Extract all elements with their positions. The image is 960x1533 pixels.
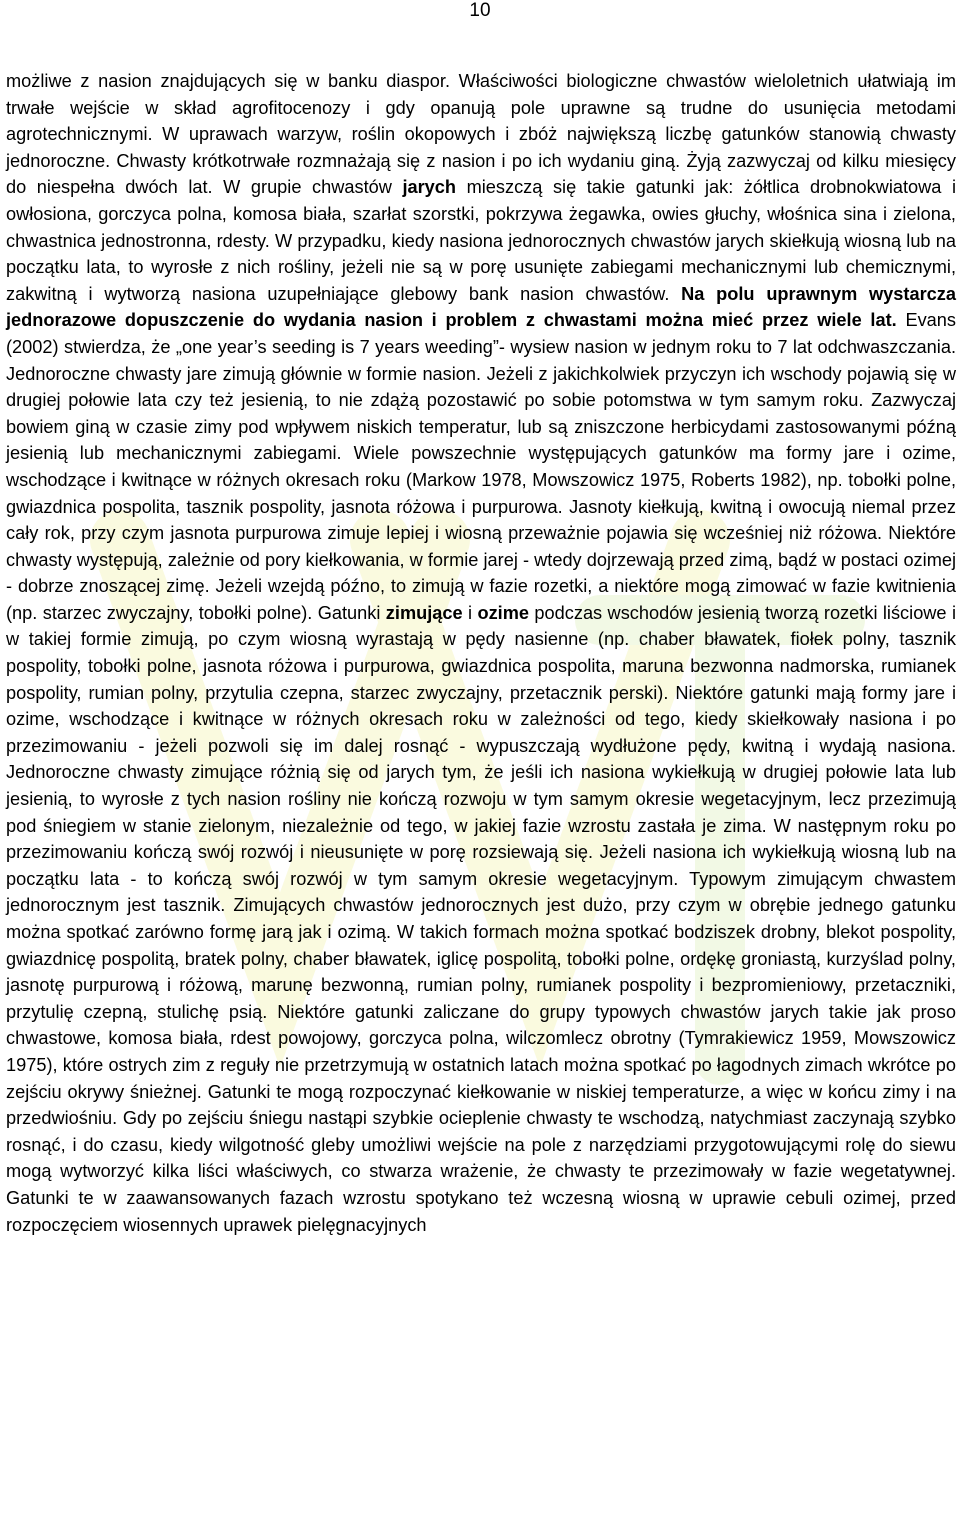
bold-term-zimujace: zimujące [385,602,463,623]
body-paragraph [6,68,956,1238]
text-segment: Evans (2002) stwierdza, że „one year’s seeding is 7 years weeding”- wysiew nasion w jednym roku to 7 lat odchwaszczania. Jednoroczne chwasty jare zimują głównie w formie nasion. Jeżeli z jakichkolwiek przyczyn ich wschody pojawią się w drugiej połowie lata czy też jesienią, to nie zdążą pozostawić po sobie potomstwa w tym samym roku. Zazwyczaj bowiem giną w czasie zimy pod wpływem niskich temperatur, lub są zniszczone herbicydami zastosowanymi późną jesienią lub mechanicznymi zabiegami. Wiele powszechnie występujących gatunków ma formy jare i ozime, wschodzące i kwitnące w różnych okresach roku (Markow 1978, Mowszowicz 1975, Roberts 1982), np. tobołki polne, gwiazdnica pospolita, tasznik pospolity, jasnota różowa i purpurowa. Jasnoty kiełkują, kwitną i owocują niemal przez cały rok, przy czym jasnota purpurowa zimuje lepiej i wiosną przeważnie pojawia się wcześniej niż różowa. Niektóre chwasty występują, zależnie od pory kiełkowania, w formie jarej - wtedy dojrzewają przed zimą, bądź w postaci ozimej - dobrze znoszącej zimę. Jeżeli wzejdą późno, to zimują w fazie rozetki, a niektóre mogą zimować w fazie kwitnienia (np. starzec zwyczajny, tobołki polne). Gatunki [6,310,956,623]
bold-term-ozime: ozime [477,602,530,623]
text-segment: możliwe z nasion znajdujących się w banku diaspor. Właściwości biologiczne chwastów wieloletnich ułatwiają im trwałe wejście w skład agrofitocenozy i gdy opanują pole uprawne są trudne do usunięcia metodami agrotechnicznymi. W uprawach warzyw, roślin okopowych i zbóż największą liczbę gatunków stanowią chwasty jednoroczne. Chwasty krótkotrwałe rozmnażają się z nasion i po ich wydaniu giną. Żyją zazwyczaj od kilku miesięcy do niespełna dwóch lat. W grupie chwastów [6,71,956,198]
text-segment: mieszczą się takie gatunki jak: żółtlica drobnokwiatowa i owłosiona, gorczyca polna, komosa biała, szarłat szorstki, pokrzywa żegawka, owies głuchy, włośnica sina i zielona, chwastnica jednostronna, rdesty. W przypadku, kiedy nasiona jednorocznych chwastów jarych skiełkują wiosną lub na początku lata, to wyrosłe z nich rośliny, jeżeli nie są w porę usunięte zabiegami mechanicznymi lub chemicznymi, zakwitną i wytworzą nasiona uzupełniające glebowy bank nasion chwastów. [6,177,956,304]
text-segment: podczas wschodów jesienią tworzą rozetki liściowe i w takiej formie zimują, po czym wiosną wyrastają w pędy nasienne (np. chaber bławatek, fiołek polny, tasznik pospolity, tobołki polne, jasnota różowa i purpurowa, gwiazdnica pospolita, maruna bezwonna nadmorska, rumianek pospolity, rumian polny, przytulia czepna, starzec zwyczajny, przetacznik perski). Niektóre gatunki mają formy jare i ozime, wschodzące i kwitnące w różnych okresach roku w zależności od tego, kiedy skiełkowały nasiona i po przezimowaniu - jeżeli pozwoli się im dalej rosnąć - wypuszczają wydłużone pędy, kwitną i wydają nasiona. Jednoroczne chwasty zimujące różnią się od jarych tym, że jeśli ich nasiona wykiełkują w drugiej połowie lata lub jesienią, to wyrosłe z tych nasion rośliny nie kończą rozwoju w tym samym okresie wegetacyjnym, lecz przezimują pod śniegiem w stanie zielonym, niezależnie od tego, w jakiej fazie wzrostu zastała je zima. W następnym roku po przezimowaniu kończą swój rozwój i nieusunięte w porę rozsiewają się. Jeżeli nasiona ich wykiełkują wiosną lub na początku lata - to kończą swój rozwój w tym samym okresie wegetacyjnym. Typowym zimującym chwastem jednorocznym jest tasznik. Zimujących chwastów jednorocznych jest dużo, przy czym w obrębie jednego gatunku można spotkać zarówno formę jarą jak i ozimą. W takich formach można spotkać bodziszek drobny, blekot pospolity, gwiazdnicę pospolitą, bratek polny, chaber bławatek, iglicę pospolitą, tobołki polne, ordękę groniastą, kurzyślad polny, jasnotę purpurową i różową, marunę bezwonną, rumian polny, rumianek pospolity i bezpromieniowy, przetaczniki, przytulię czepną, stulichę psią. Niektóre gatunki zaliczane do grupy typowych chwastów jarych takie jak proso chwastowe, komosa biała, rdest powojowy, gorczyca polna, wilczomlecz obrotny (Tymrakiewicz 1959, Mowszowicz 1975), które ostrych zim z reguły nie przetrzymują w ostatnich latach można spotkać po łagodnych zimach wkrótce po zejściu okrywy śnieżnej. Gatunki te mogą rozpoczynać kiełkowanie w niskiej temperaturze, a więc w końcu zimy i na przedwiośniu. Gdy po zejściu śniegu nastąpi szybkie ocieplenie chwasty te wschodzą, natychmiast zaczynają szybko rosnąć, i do czasu, kiedy wilgotność gleby umożliwi wejście na pole z narzędziami przygotowującymi rolę do siewu mogą wytworzyć kilka liści właściwych, co stwarza wrażenie, że chwasty te przezimowały w fazie wegetatywnej. Gatunki te w zaawansowanych fazach wzrostu spotykano też wczesną wiosną w uprawie cebuli ozimej, przed rozpoczęciem wiosennych uprawek pielęgnacyjnych [6,602,956,1235]
page-number: 10 [469,0,491,21]
bold-term-jarych: jarych [402,177,457,198]
bold-statement: Na polu uprawnym wystarcza jednorazowe dopuszczenie do wydania nasion i problem z chwastami można mieć przez wiele lat. [6,283,956,331]
text-segment: i [462,602,478,623]
